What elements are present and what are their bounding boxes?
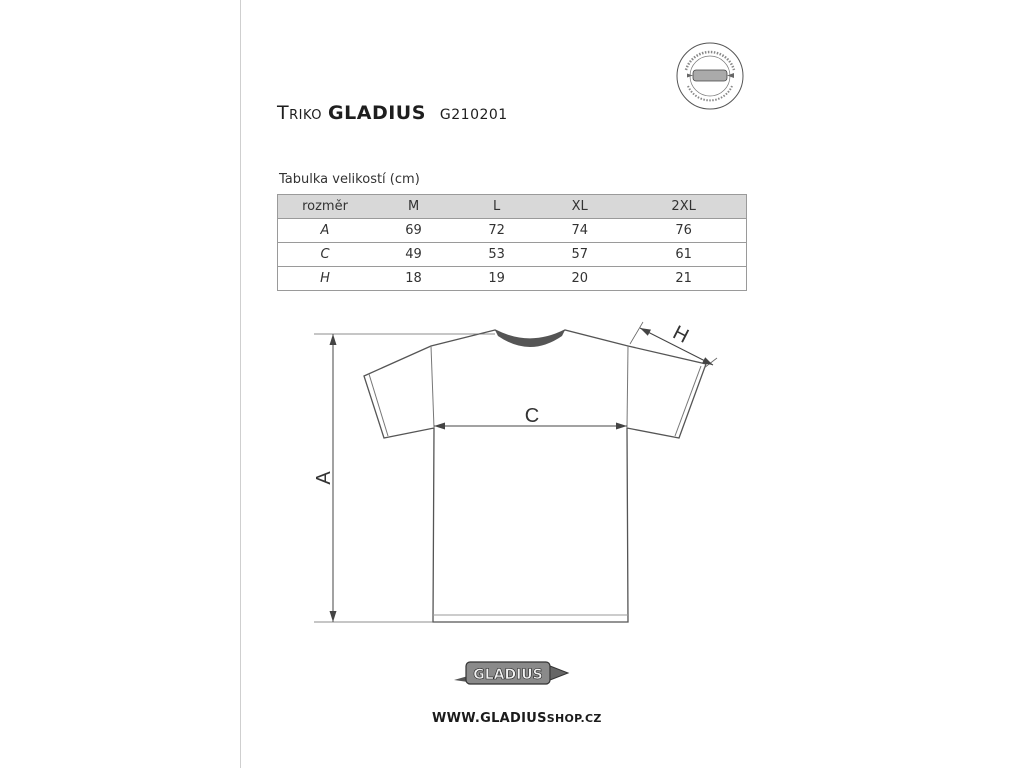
gladius-logo — [448, 652, 572, 692]
title-word: Triko — [277, 102, 323, 124]
table-cell: 61 — [621, 243, 746, 267]
dimension-h-arrow-1 — [640, 328, 651, 336]
table-cell: 76 — [621, 219, 746, 243]
size-table — [277, 194, 747, 291]
table-row — [278, 243, 747, 267]
dimension-c-arrow-right — [616, 423, 627, 430]
certification-stamp — [672, 38, 748, 114]
url-suffix: SHOP.CZ — [546, 712, 602, 725]
dimension-a-label: A — [313, 471, 335, 485]
table-cell: 20 — [538, 267, 621, 291]
header-size: 2XL — [621, 195, 746, 219]
table-cell: 69 — [372, 219, 455, 243]
table-cell: 57 — [538, 243, 621, 267]
dimension-h-extension-1 — [630, 322, 643, 344]
dimension-c-arrow-left — [434, 423, 445, 430]
table-cell: 72 — [455, 219, 538, 243]
header-label: rozměr — [278, 195, 373, 219]
table-cell: 74 — [538, 219, 621, 243]
website-link[interactable] — [432, 711, 602, 726]
table-cell: 19 — [455, 267, 538, 291]
dimension-c-label: C — [524, 405, 540, 427]
table-cell: 18 — [372, 267, 455, 291]
logo-text: GLADIUS — [473, 667, 543, 683]
row-label: A — [278, 219, 373, 243]
armhole-right — [627, 346, 628, 428]
size-table-header-row — [278, 195, 747, 219]
header-size: L — [455, 195, 538, 219]
table-cell: 21 — [621, 267, 746, 291]
url-prefix: WWW. — [432, 711, 481, 726]
page-border — [240, 0, 241, 768]
title-brand: GLADIUS — [328, 102, 426, 124]
tshirt-size-diagram — [300, 318, 730, 638]
row-label: C — [278, 243, 373, 267]
header-size: XL — [538, 195, 621, 219]
row-label: H — [278, 267, 373, 291]
product-code: G210201 — [439, 107, 508, 123]
table-cell: 49 — [372, 243, 455, 267]
header-size: M — [372, 195, 455, 219]
dimension-a-arrow-top — [330, 334, 337, 345]
table-row — [278, 219, 747, 243]
dimension-a-arrow-bottom — [330, 611, 337, 622]
table-cell: 53 — [455, 243, 538, 267]
dimension-h-label: H — [669, 321, 693, 348]
left-sleeve-hem — [369, 374, 388, 436]
product-title — [277, 102, 508, 124]
armhole-left — [431, 346, 434, 428]
right-sleeve-hem — [675, 366, 701, 436]
table-row — [278, 267, 747, 291]
logo-blade-tip — [550, 666, 568, 680]
url-brand: GLADIUS — [480, 711, 547, 726]
size-table-caption: Tabulka velikostí (cm) — [279, 172, 420, 187]
tshirt-outline — [364, 330, 706, 622]
